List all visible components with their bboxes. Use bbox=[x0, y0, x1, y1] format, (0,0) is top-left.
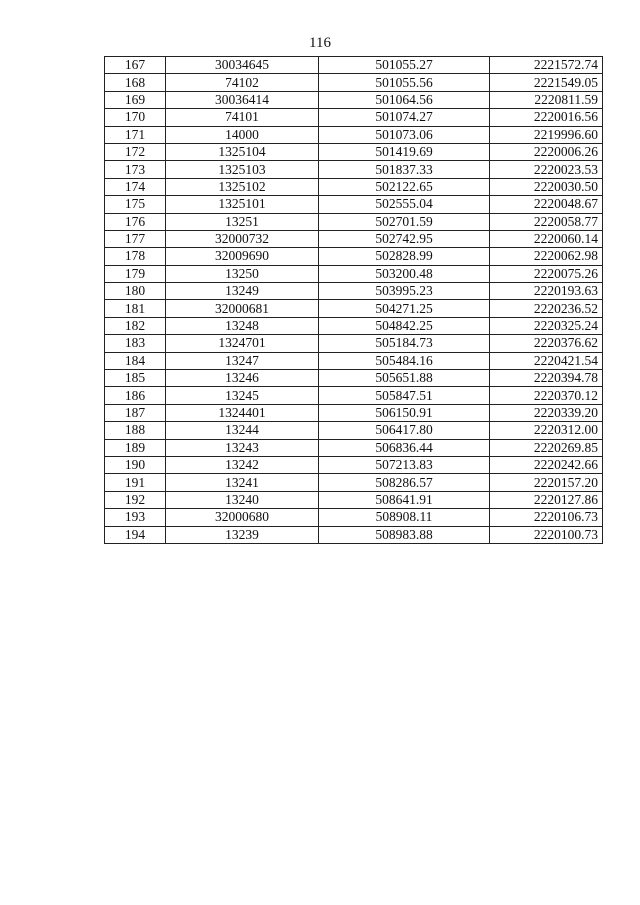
x-coordinate-cell: 501074.27 bbox=[319, 109, 490, 126]
x-coordinate-cell: 508641.91 bbox=[319, 491, 490, 508]
y-coordinate-cell: 2220048.67 bbox=[490, 196, 603, 213]
y-coordinate-cell: 2220376.62 bbox=[490, 335, 603, 352]
point-id-cell: 13244 bbox=[166, 422, 319, 439]
point-id-cell: 13245 bbox=[166, 387, 319, 404]
x-coordinate-cell: 502122.65 bbox=[319, 178, 490, 195]
row-number-cell: 171 bbox=[105, 126, 166, 143]
x-coordinate-cell: 501419.69 bbox=[319, 143, 490, 160]
x-coordinate-cell: 503200.48 bbox=[319, 265, 490, 282]
y-coordinate-cell: 2220030.50 bbox=[490, 178, 603, 195]
y-coordinate-cell: 2220312.00 bbox=[490, 422, 603, 439]
y-coordinate-cell: 2220811.59 bbox=[490, 91, 603, 108]
table-row bbox=[105, 422, 603, 439]
x-coordinate-cell: 501055.27 bbox=[319, 57, 490, 74]
table-row bbox=[105, 370, 603, 387]
y-coordinate-cell: 2220062.98 bbox=[490, 248, 603, 265]
table-row bbox=[105, 74, 603, 91]
y-coordinate-cell: 2220236.52 bbox=[490, 300, 603, 317]
x-coordinate-cell: 504271.25 bbox=[319, 300, 490, 317]
point-id-cell: 32009690 bbox=[166, 248, 319, 265]
point-id-cell: 30036414 bbox=[166, 91, 319, 108]
x-coordinate-cell: 508908.11 bbox=[319, 509, 490, 526]
point-id-cell: 1325103 bbox=[166, 161, 319, 178]
table-row bbox=[105, 283, 603, 300]
table-row bbox=[105, 248, 603, 265]
point-id-cell: 32000680 bbox=[166, 509, 319, 526]
point-id-cell: 13251 bbox=[166, 213, 319, 230]
table-row bbox=[105, 230, 603, 247]
row-number-cell: 194 bbox=[105, 526, 166, 543]
row-number-cell: 170 bbox=[105, 109, 166, 126]
y-coordinate-cell: 2220339.20 bbox=[490, 404, 603, 421]
row-number-cell: 174 bbox=[105, 178, 166, 195]
table-row bbox=[105, 387, 603, 404]
x-coordinate-cell: 502828.99 bbox=[319, 248, 490, 265]
table-row bbox=[105, 126, 603, 143]
x-coordinate-cell: 505651.88 bbox=[319, 370, 490, 387]
table-row bbox=[105, 474, 603, 491]
coordinates-table bbox=[104, 56, 603, 544]
x-coordinate-cell: 501055.56 bbox=[319, 74, 490, 91]
point-id-cell: 74101 bbox=[166, 109, 319, 126]
table-row bbox=[105, 265, 603, 282]
row-number-cell: 193 bbox=[105, 509, 166, 526]
x-coordinate-cell: 506150.91 bbox=[319, 404, 490, 421]
x-coordinate-cell: 507213.83 bbox=[319, 456, 490, 473]
row-number-cell: 176 bbox=[105, 213, 166, 230]
table-row bbox=[105, 143, 603, 160]
row-number-cell: 183 bbox=[105, 335, 166, 352]
row-number-cell: 192 bbox=[105, 491, 166, 508]
y-coordinate-cell: 2221572.74 bbox=[490, 57, 603, 74]
y-coordinate-cell: 2220006.26 bbox=[490, 143, 603, 160]
x-coordinate-cell: 501837.33 bbox=[319, 161, 490, 178]
x-coordinate-cell: 503995.23 bbox=[319, 283, 490, 300]
x-coordinate-cell: 502742.95 bbox=[319, 230, 490, 247]
y-coordinate-cell: 2220193.63 bbox=[490, 283, 603, 300]
y-coordinate-cell: 2220370.12 bbox=[490, 387, 603, 404]
point-id-cell: 13242 bbox=[166, 456, 319, 473]
y-coordinate-cell: 2221549.05 bbox=[490, 74, 603, 91]
y-coordinate-cell: 2220269.85 bbox=[490, 439, 603, 456]
point-id-cell: 32000732 bbox=[166, 230, 319, 247]
y-coordinate-cell: 2220016.56 bbox=[490, 109, 603, 126]
row-number-cell: 173 bbox=[105, 161, 166, 178]
y-coordinate-cell: 2220157.20 bbox=[490, 474, 603, 491]
y-coordinate-cell: 2220058.77 bbox=[490, 213, 603, 230]
point-id-cell: 13246 bbox=[166, 370, 319, 387]
table-row bbox=[105, 300, 603, 317]
y-coordinate-cell: 2220106.73 bbox=[490, 509, 603, 526]
x-coordinate-cell: 505184.73 bbox=[319, 335, 490, 352]
row-number-cell: 169 bbox=[105, 91, 166, 108]
y-coordinate-cell: 2219996.60 bbox=[490, 126, 603, 143]
point-id-cell: 1324701 bbox=[166, 335, 319, 352]
x-coordinate-cell: 502701.59 bbox=[319, 213, 490, 230]
row-number-cell: 184 bbox=[105, 352, 166, 369]
row-number-cell: 179 bbox=[105, 265, 166, 282]
row-number-cell: 189 bbox=[105, 439, 166, 456]
y-coordinate-cell: 2220127.86 bbox=[490, 491, 603, 508]
x-coordinate-cell: 504842.25 bbox=[319, 317, 490, 334]
table-row bbox=[105, 439, 603, 456]
page-number: 116 bbox=[309, 35, 331, 51]
y-coordinate-cell: 2220075.26 bbox=[490, 265, 603, 282]
point-id-cell: 13248 bbox=[166, 317, 319, 334]
table-row bbox=[105, 404, 603, 421]
x-coordinate-cell: 501073.06 bbox=[319, 126, 490, 143]
y-coordinate-cell: 2220060.14 bbox=[490, 230, 603, 247]
table-row bbox=[105, 491, 603, 508]
x-coordinate-cell: 502555.04 bbox=[319, 196, 490, 213]
x-coordinate-cell: 506836.44 bbox=[319, 439, 490, 456]
x-coordinate-cell: 505847.51 bbox=[319, 387, 490, 404]
point-id-cell: 14000 bbox=[166, 126, 319, 143]
row-number-cell: 181 bbox=[105, 300, 166, 317]
point-id-cell: 1324401 bbox=[166, 404, 319, 421]
table-row bbox=[105, 317, 603, 334]
point-id-cell: 13239 bbox=[166, 526, 319, 543]
y-coordinate-cell: 2220242.66 bbox=[490, 456, 603, 473]
row-number-cell: 190 bbox=[105, 456, 166, 473]
row-number-cell: 185 bbox=[105, 370, 166, 387]
row-number-cell: 188 bbox=[105, 422, 166, 439]
point-id-cell: 13250 bbox=[166, 265, 319, 282]
y-coordinate-cell: 2220023.53 bbox=[490, 161, 603, 178]
y-coordinate-cell: 2220421.54 bbox=[490, 352, 603, 369]
x-coordinate-cell: 501064.56 bbox=[319, 91, 490, 108]
x-coordinate-cell: 508286.57 bbox=[319, 474, 490, 491]
point-id-cell: 13240 bbox=[166, 491, 319, 508]
table-row bbox=[105, 352, 603, 369]
point-id-cell: 13247 bbox=[166, 352, 319, 369]
y-coordinate-cell: 2220394.78 bbox=[490, 370, 603, 387]
row-number-cell: 167 bbox=[105, 57, 166, 74]
point-id-cell: 1325102 bbox=[166, 178, 319, 195]
table-row bbox=[105, 161, 603, 178]
row-number-cell: 180 bbox=[105, 283, 166, 300]
table-row bbox=[105, 213, 603, 230]
table-row bbox=[105, 335, 603, 352]
row-number-cell: 187 bbox=[105, 404, 166, 421]
point-id-cell: 13241 bbox=[166, 474, 319, 491]
table-body bbox=[105, 57, 603, 544]
point-id-cell: 32000681 bbox=[166, 300, 319, 317]
table-row bbox=[105, 109, 603, 126]
table-row bbox=[105, 456, 603, 473]
row-number-cell: 178 bbox=[105, 248, 166, 265]
point-id-cell: 30034645 bbox=[166, 57, 319, 74]
row-number-cell: 175 bbox=[105, 196, 166, 213]
point-id-cell: 13243 bbox=[166, 439, 319, 456]
x-coordinate-cell: 508983.88 bbox=[319, 526, 490, 543]
table-row bbox=[105, 57, 603, 74]
table-row bbox=[105, 509, 603, 526]
row-number-cell: 182 bbox=[105, 317, 166, 334]
table-row bbox=[105, 178, 603, 195]
point-id-cell: 1325104 bbox=[166, 143, 319, 160]
x-coordinate-cell: 506417.80 bbox=[319, 422, 490, 439]
table-row bbox=[105, 526, 603, 543]
table-row bbox=[105, 196, 603, 213]
point-id-cell: 74102 bbox=[166, 74, 319, 91]
point-id-cell: 1325101 bbox=[166, 196, 319, 213]
y-coordinate-cell: 2220325.24 bbox=[490, 317, 603, 334]
row-number-cell: 172 bbox=[105, 143, 166, 160]
row-number-cell: 186 bbox=[105, 387, 166, 404]
point-id-cell: 13249 bbox=[166, 283, 319, 300]
row-number-cell: 177 bbox=[105, 230, 166, 247]
row-number-cell: 191 bbox=[105, 474, 166, 491]
table-row bbox=[105, 91, 603, 108]
row-number-cell: 168 bbox=[105, 74, 166, 91]
y-coordinate-cell: 2220100.73 bbox=[490, 526, 603, 543]
x-coordinate-cell: 505484.16 bbox=[319, 352, 490, 369]
